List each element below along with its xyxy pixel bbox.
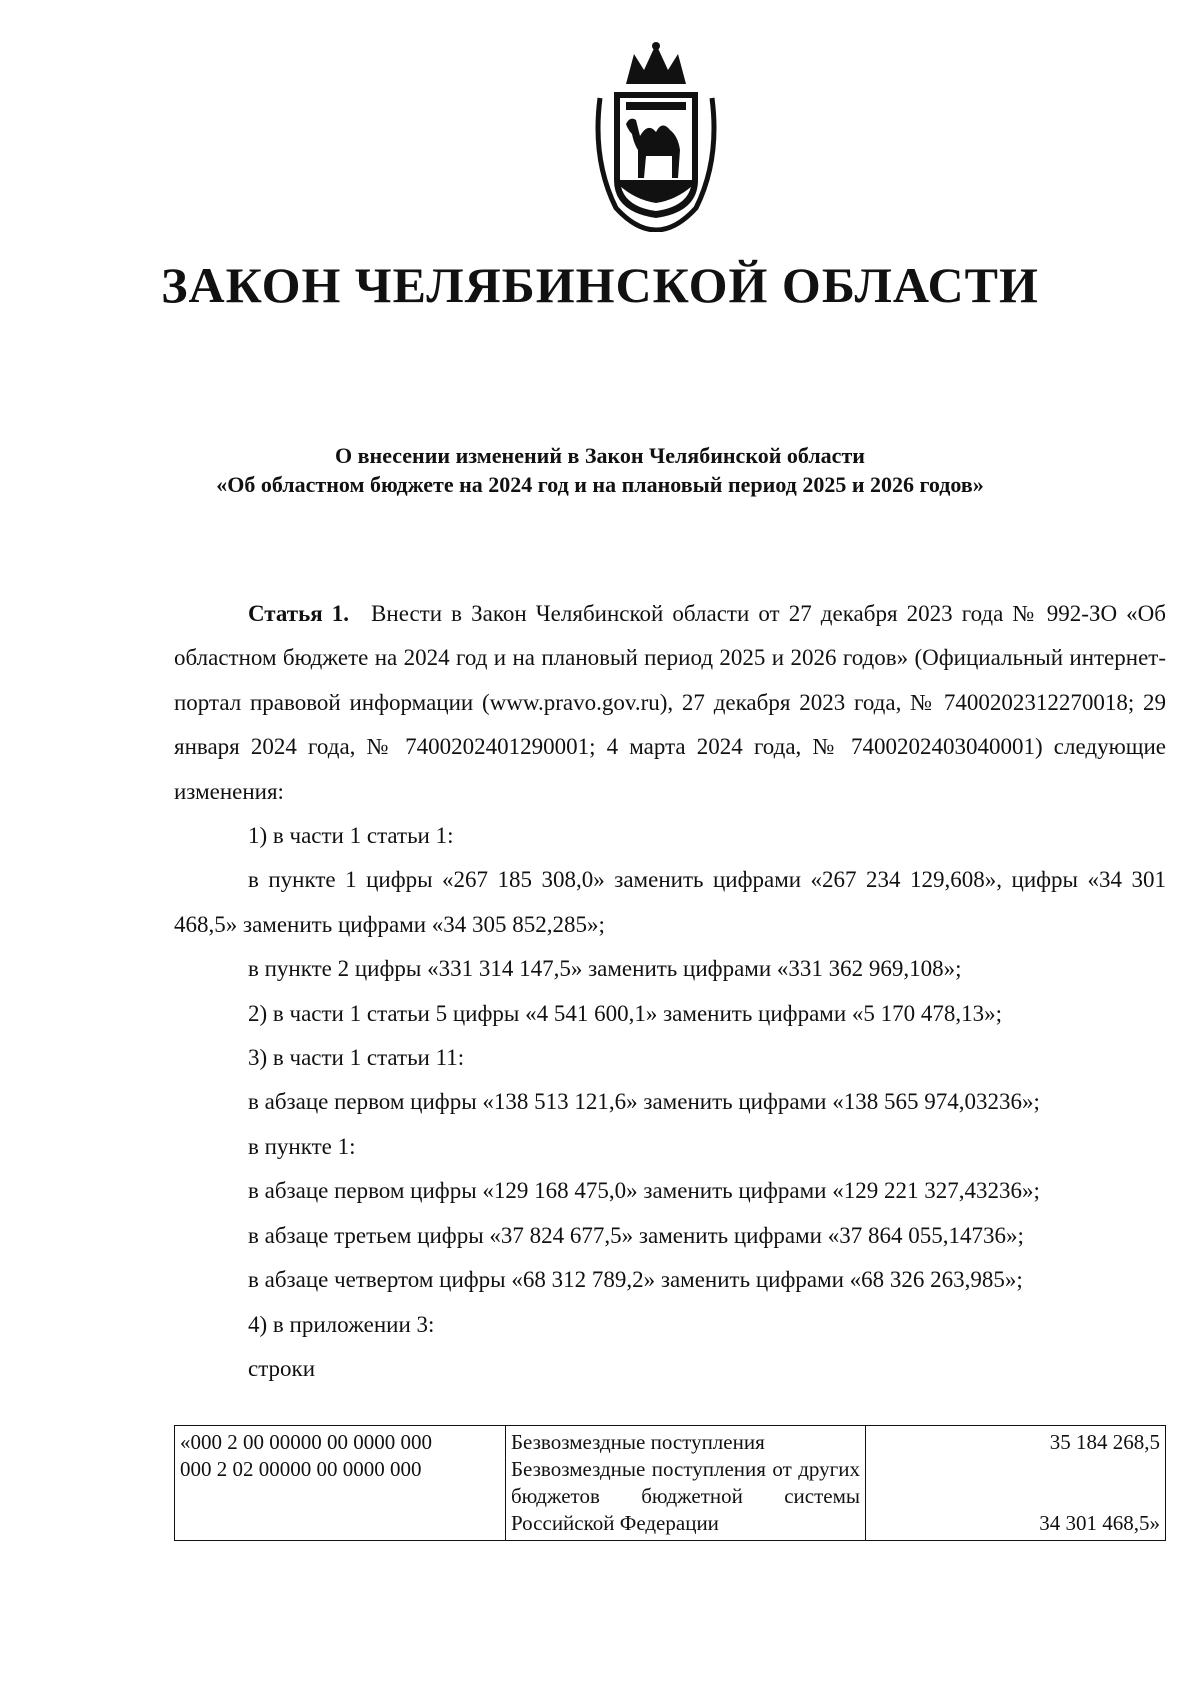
budget-code: «000 2 00 00000 00 0000 000 xyxy=(180,1430,432,1454)
law-subtitle xyxy=(150,441,1050,499)
table-cell-codes xyxy=(175,1426,506,1541)
subtitle-line-1: О внесении изменений в Закон Челябинской области xyxy=(335,443,865,468)
amendment-item: 2) в части 1 статьи 5 цифры «4 541 600,1» заменить цифрами «5 170 478,13»; xyxy=(248,1000,1003,1026)
amendment-item: в пункте 1 цифры «267 185 308,0» заменить цифрами «267 234 129,608», цифры «34 301 468,5» заменить цифрами «34 305 852,285»; xyxy=(174,867,1166,937)
table-cell-names xyxy=(506,1426,866,1541)
article-label: Статья 1. xyxy=(248,601,350,626)
table-row xyxy=(175,1426,1166,1541)
amendment-item: 4) в приложении 3: xyxy=(248,1311,435,1337)
subtitle-line-2: «Об областном бюджете на 2024 год и на плановый период 2025 и 2026 годов» xyxy=(216,472,984,497)
budget-amendment-table xyxy=(174,1425,1166,1541)
amendment-item: в пункте 1: xyxy=(248,1133,356,1159)
budget-code: 000 2 02 00000 00 0000 000 xyxy=(180,1457,422,1481)
table-cell-values xyxy=(866,1426,1166,1541)
amendment-item: 3) в части 1 статьи 11: xyxy=(248,1045,465,1071)
amendment-item: в абзаце первом цифры «138 513 121,6» заменить цифрами «138 565 974,03236»; xyxy=(248,1089,1040,1115)
amount-value: 34 301 468,5» xyxy=(1039,1511,1160,1535)
article-intro-paragraph xyxy=(174,592,1166,814)
amendment-item: в абзаце третьем цифры «37 824 677,5» заменить цифрами «37 864 055,14736»; xyxy=(248,1222,1024,1248)
income-name: Безвозмездные поступления xyxy=(511,1430,765,1454)
article-intro-text: Внести в Закон Челябинской области от 27 декабря 2023 года № 992-ЗО «Об областном бюджете на 2024 год и на плановый период 2025 и 2026 годов» (Официальный интернет-портал правовой информации (www.pravo.gov.ru), 27 декабря 2023 года, № 7400202312270018; 29 января 2024 года, № 7400202401290001; 4 марта 2024 года, № 7400202403040001) следующие изменения: xyxy=(174,601,1166,804)
law-body xyxy=(174,592,1166,1391)
amendment-item: в абзаце четвертом цифры «68 312 789,2» заменить цифрами «68 326 263,985»; xyxy=(248,1267,1023,1293)
coat-of-arms-icon xyxy=(586,40,726,232)
amount-value: 35 184 268,5 xyxy=(1049,1430,1160,1454)
law-title: ЗАКОН ЧЕЛЯБИНСКОЙ ОБЛАСТИ xyxy=(161,257,1039,313)
amendment-item: в пункте 2 цифры «331 314 147,5» заменить цифрами «331 362 969,108»; xyxy=(248,956,962,982)
amendment-item: 1) в части 1 статьи 1: xyxy=(248,823,454,849)
income-name: Безвозмездные поступления от других бюджетов бюджетной системы Российской Федерации xyxy=(511,1457,860,1535)
amendment-item: в абзаце первом цифры «129 168 475,0» заменить цифрами «129 221 327,43236»; xyxy=(248,1178,1040,1204)
amendment-item: строки xyxy=(248,1355,316,1381)
